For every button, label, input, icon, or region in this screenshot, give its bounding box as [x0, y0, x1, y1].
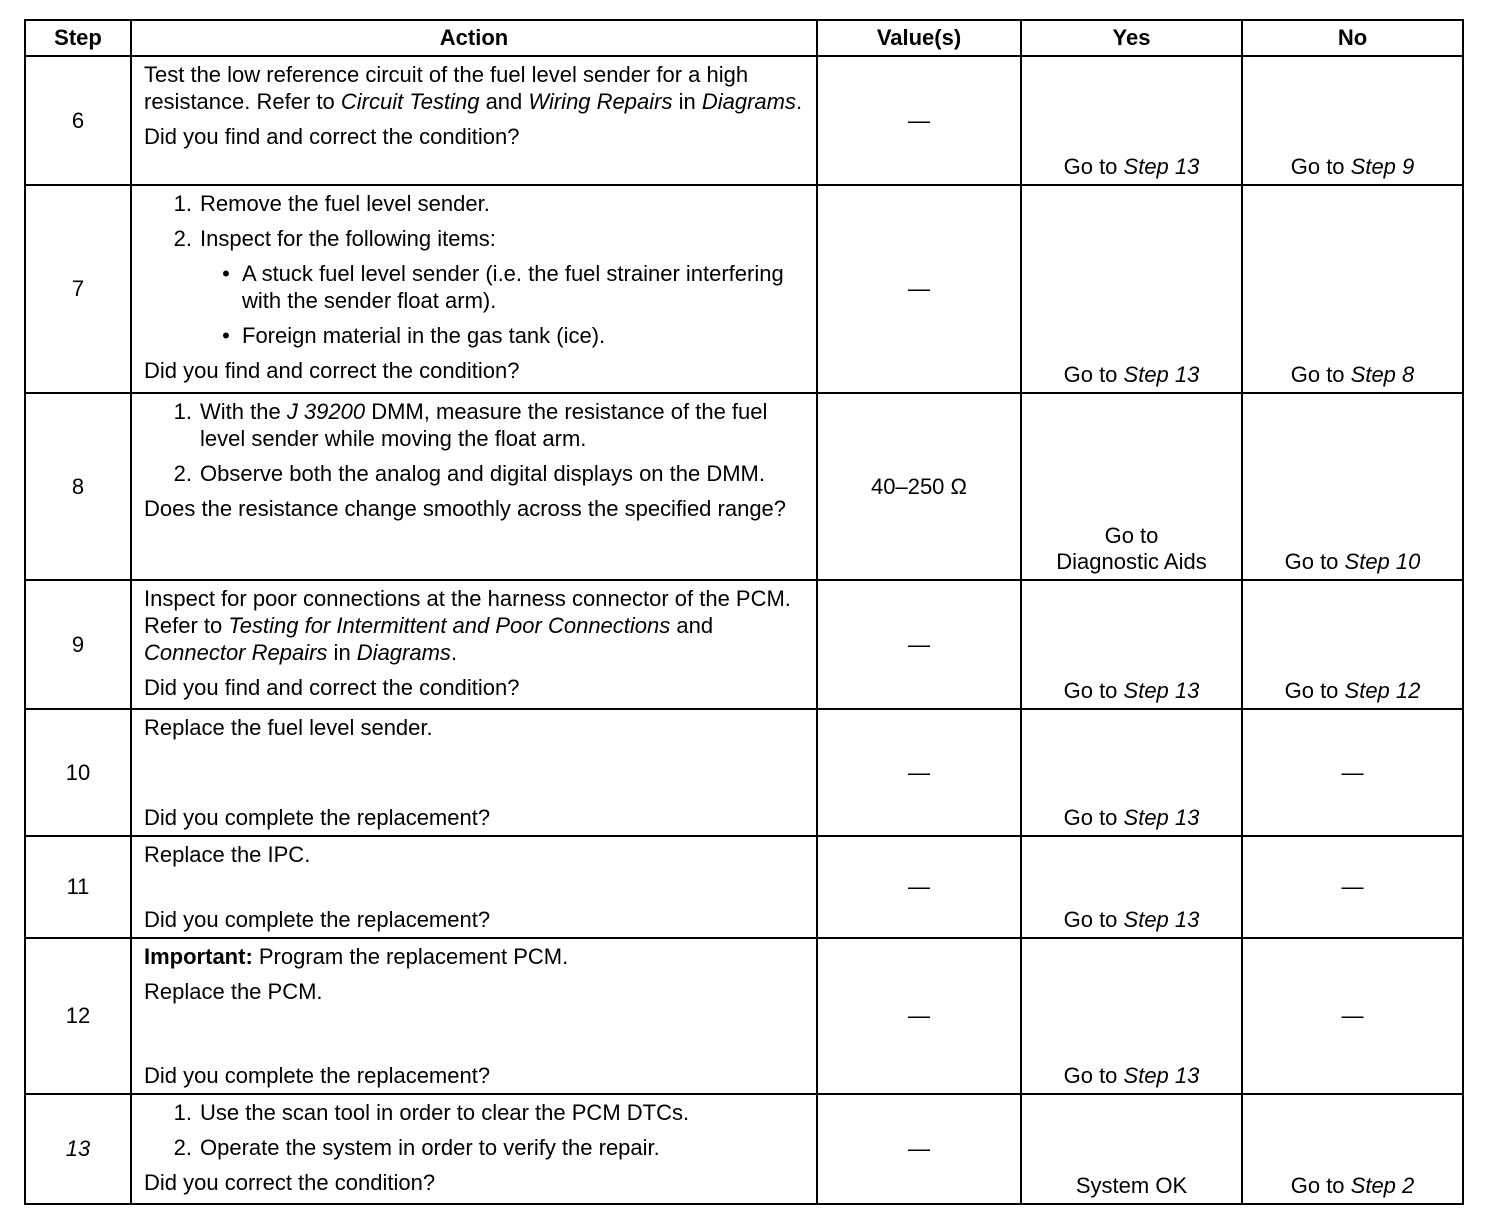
- step-reference: Step 8: [1350, 362, 1415, 387]
- table-row-step-10: [25, 709, 1463, 836]
- header-row: [25, 20, 1463, 56]
- no-cell: —: [1242, 938, 1463, 1094]
- numbered-item: 1. With the J 39200 DMM, measure the resistance of the fuel level sender while moving the float arm.: [173, 399, 768, 451]
- numbered-item: 2. Operate the system in order to verify the repair.: [173, 1135, 660, 1160]
- action-question: Did you correct the condition?: [144, 1170, 436, 1195]
- table-row-step-6: [25, 56, 1463, 185]
- step-number: 8: [25, 393, 131, 580]
- action-paragraph: Replace the fuel level sender.: [144, 715, 433, 740]
- step-reference: Step 13: [1123, 154, 1200, 179]
- step-reference: Step 13: [1123, 907, 1200, 932]
- step-reference: Step 12: [1344, 678, 1421, 703]
- action-question: Did you find and correct the condition?: [144, 675, 520, 700]
- yes-cell: Go to Step 13: [1021, 185, 1242, 393]
- no-cell: Go to Step 8: [1242, 185, 1463, 393]
- numbered-item: 2. Inspect for the following items:: [173, 226, 496, 251]
- value-cell: —: [817, 1094, 1021, 1204]
- action-question: Did you complete the replacement?: [144, 907, 491, 932]
- action-cell: [131, 1094, 817, 1204]
- step-number: 6: [25, 56, 131, 185]
- action-question: Did you find and correct the condition?: [144, 358, 520, 383]
- action-cell: [131, 185, 817, 393]
- action-cell: [131, 709, 817, 836]
- step-reference: Step 10: [1344, 549, 1421, 574]
- yes-cell: Go to Step 13: [1021, 938, 1242, 1094]
- no-cell: —: [1242, 709, 1463, 836]
- no-cell: Go to Step 10: [1242, 393, 1463, 580]
- action-cell: [131, 56, 817, 185]
- step-number: 7: [25, 185, 131, 393]
- header-action: Action: [131, 20, 817, 56]
- action-question: Does the resistance change smoothly across the specified range?: [144, 496, 787, 521]
- value-cell: —: [817, 56, 1021, 185]
- table-row-step-7: [25, 185, 1463, 393]
- table-row-step-12: [25, 938, 1463, 1094]
- header-step: Step: [25, 20, 131, 56]
- yes-cell: Go to Step 13: [1021, 709, 1242, 836]
- no-cell: —: [1242, 836, 1463, 938]
- header-no: No: [1242, 20, 1463, 56]
- step-number: 13: [25, 1094, 131, 1204]
- table-row-step-13: [25, 1094, 1463, 1204]
- yes-cell: System OK: [1021, 1094, 1242, 1204]
- yes-cell: Go to Step 13: [1021, 580, 1242, 709]
- table-row-step-8: [25, 393, 1463, 580]
- step-number: 11: [25, 836, 131, 938]
- action-question: Did you complete the replacement?: [144, 1063, 491, 1088]
- step-reference: Step 13: [1123, 805, 1200, 830]
- action-cell: [131, 393, 817, 580]
- bullet-item: • A stuck fuel level sender (i.e. the fuel strainer interfering with the sender float arm).: [144, 260, 806, 314]
- no-cell: Go to Step 12: [1242, 580, 1463, 709]
- action-cell: [131, 580, 817, 709]
- no-cell: Go to Step 9: [1242, 56, 1463, 185]
- step-number: 12: [25, 938, 131, 1094]
- numbered-item: 2. Observe both the analog and digital displays on the DMM.: [173, 461, 765, 486]
- value-cell: —: [817, 836, 1021, 938]
- table-row-step-11: [25, 836, 1463, 938]
- yes-cell: Go to Diagnostic Aids: [1021, 393, 1242, 580]
- action-paragraph: Replace the IPC.: [144, 842, 311, 867]
- step-reference: Step 2: [1350, 1173, 1415, 1198]
- bullet-item: • Foreign material in the gas tank (ice).: [144, 322, 806, 349]
- bullet-icon: •: [222, 323, 230, 348]
- numbered-item: 1. Use the scan tool in order to clear the PCM DTCs.: [173, 1100, 690, 1125]
- bullet-icon: •: [222, 261, 230, 286]
- value-cell: —: [817, 580, 1021, 709]
- table-row-step-9: [25, 580, 1463, 709]
- header-yes: Yes: [1021, 20, 1242, 56]
- step-reference: Step 13: [1123, 362, 1200, 387]
- action-paragraph: Replace the PCM.: [144, 979, 323, 1004]
- no-cell: Go to Step 2: [1242, 1094, 1463, 1204]
- step-reference: Step 13: [1123, 1063, 1200, 1088]
- important-note: Important: Program the replacement PCM.: [144, 944, 569, 969]
- action-cell: [131, 836, 817, 938]
- yes-cell: Go to Step 13: [1021, 56, 1242, 185]
- action-paragraph: Test the low reference circuit of the fuel level sender for a high resistance. Refer to Circuit Testing and Wiring Repairs in Diagrams.: [144, 62, 803, 114]
- numbered-item: 1. Remove the fuel level sender.: [173, 191, 490, 216]
- action-question: Did you find and correct the condition?: [144, 124, 520, 149]
- action-cell: [131, 938, 817, 1094]
- diagnostic-table: [24, 19, 1464, 1205]
- action-question: Did you complete the replacement?: [144, 805, 491, 830]
- value-cell: 40–250 Ω: [817, 393, 1021, 580]
- step-number: 9: [25, 580, 131, 709]
- value-cell: —: [817, 938, 1021, 1094]
- header-values: Value(s): [817, 20, 1021, 56]
- value-cell: —: [817, 185, 1021, 393]
- step-reference: Step 9: [1350, 154, 1415, 179]
- step-number: 10: [25, 709, 131, 836]
- yes-cell: Go to Step 13: [1021, 836, 1242, 938]
- step-reference: Step 13: [1123, 678, 1200, 703]
- value-cell: —: [817, 709, 1021, 836]
- action-paragraph: Inspect for poor connections at the harness connector of the PCM. Refer to Testing for Intermittent and Poor Connections and Connector Repairs in Diagrams.: [144, 586, 791, 665]
